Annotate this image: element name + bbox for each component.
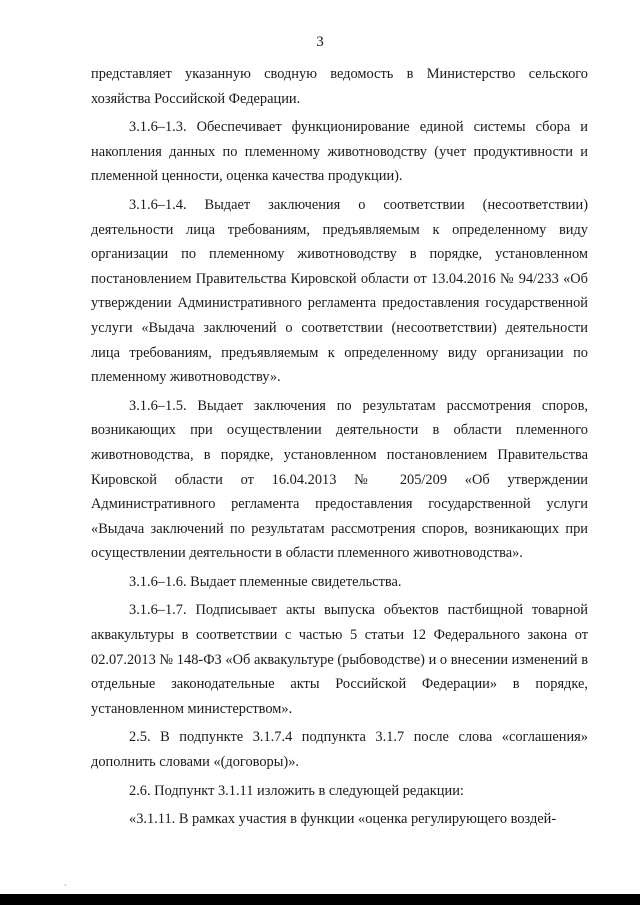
document-body xyxy=(91,62,588,836)
paragraph-item-2-5: 2.5. В подпункте 3.1.7.4 подпункта 3.1.7 после слова «соглашения» дополнить словами «(договоры)». xyxy=(91,729,588,771)
paragraph-clause-1-3: 3.1.6–1.3. Обеспечивает функционирование единой системы сбора и накопления данных по племенному животноводству (учет продуктивности и племенной ценности, оценка качества продукции). xyxy=(91,119,588,185)
paragraph-clause-1-6: 3.1.6–1.6. Выдает племенные свидетельства. xyxy=(129,573,402,590)
paragraph-clause-1-5: 3.1.6–1.5. Выдает заключения по результатам рассмотрения споров, возникающих при осуществлении деятельности в области племенного животноводства, в порядке, установленном постановлением Правительства Кировской области от 16.04.2013 № 205/209 «Об утверждении Административного регламента предоставления государственной услуги «Выдача заключений по результатам рассмотрения споров, возникающих при осуществлении деятельности в области племенного животноводства». xyxy=(91,397,588,562)
paragraph-item-2-6: 2.6. Подпункт 3.1.11 изложить в следующей редакции: xyxy=(129,782,464,799)
paragraph-1: представляет указанную сводную ведомость в Министерство сельского хозяйства Российской Федерации. xyxy=(91,66,588,107)
paragraph-clause-1-4: 3.1.6–1.4. Выдает заключения о соответствии (несоответствии) деятельности лица требованиям, предъявляемым к определенному виду организации по племенному животноводству в порядке, установленном постановлением Правительства Кировской области от 13.04.2016 № 94/233 «Об утверждении Административного регламента предоставления государственной услуги «Выдача заключений о соответствии (несоответствии) деятельности лица требованиям, предъявляемым к определенному виду организации по племенному животноводству». xyxy=(91,196,588,386)
paragraph-clause-1-7: 3.1.6–1.7. Подписывает акты выпуска объектов пастбищной товарной аквакультуры в соответствии с частью 5 статьи 12 Федерального закона от 02.07.2013 № 148-ФЗ «Об аквакультуре (рыбоводстве) и о внесении изменений в отдельные законодательные акты Российской Федерации» в порядке, установленном министерством». xyxy=(91,602,588,717)
paragraph-clause-3-1-11: «3.1.11. В рамках участия в функции «оценка регулирующего воздей- xyxy=(129,811,557,828)
scan-artifact-mark: ˎ xyxy=(64,876,67,886)
scan-edge-bar xyxy=(0,894,640,905)
page-number: 3 xyxy=(316,34,324,50)
